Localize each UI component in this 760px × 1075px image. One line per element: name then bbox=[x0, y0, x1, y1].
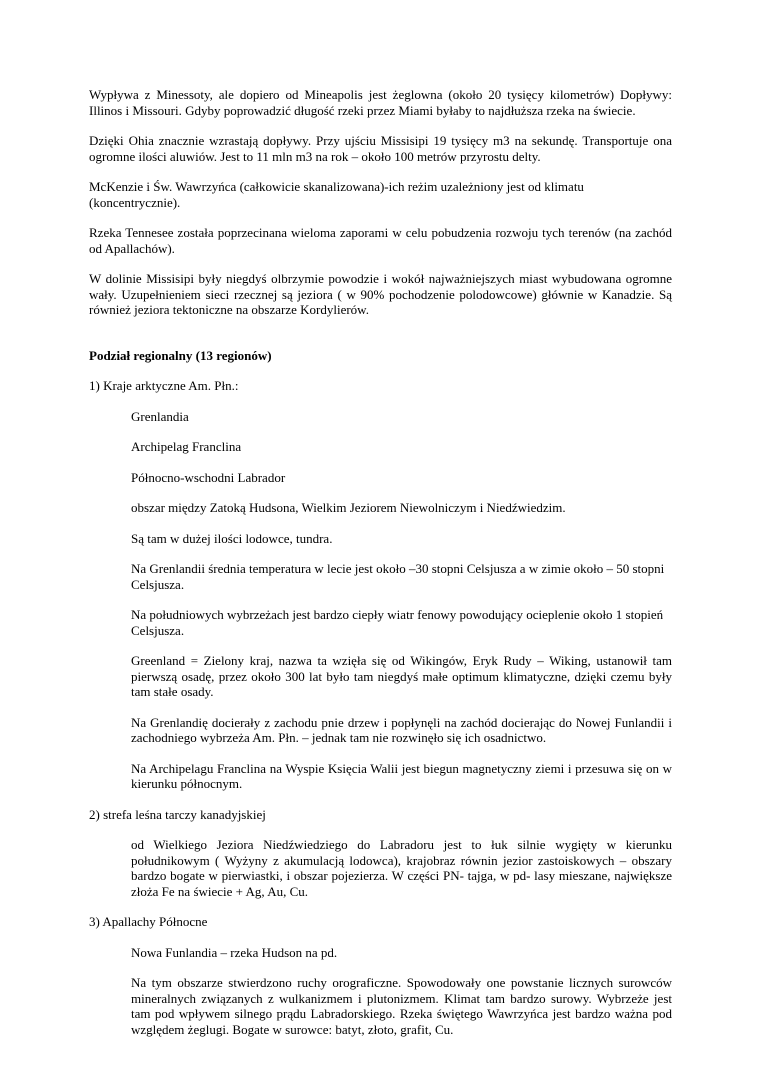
item-magnetic-pole: Na Archipelagu Franclina na Wyspie Księcia Walii jest biegun magnetyczny ziemi i przesuwa się on w kierunku północnym. bbox=[131, 760, 672, 791]
para-ohio-tributaries: Dzięki Ohia znacznie wzrastają dopływy. Przy ujściu Missisipi 19 tysięcy m3 na sekundę. Transportuje ona ogromne ilości aluwiów. Jest to 11 mln m3 na rok – około 100 metrów przyrostu delty. bbox=[89, 133, 672, 164]
item-glaciers-tundra: Są tam w dużej ilości lodowce, tundra. bbox=[131, 530, 333, 546]
item-grenlandia: Grenlandia bbox=[131, 408, 189, 424]
item-driftwood-settlement: Na Grenlandię docierały z zachodu pnie drzew i popłynęli na zachód docierając do Nowej Funlandii i zachodniego wybrzeża Am. Płn. – jednak tam nie rozwinęło się ich osadnictwo. bbox=[131, 714, 672, 745]
item-foehn-wind: Na południowych wybrzeżach jest bardzo ciepły wiatr fenowy powodujący ocieplenie około 1 stopień Celsjusza. bbox=[131, 607, 664, 638]
item-appalachians-resources: Na tym obszarze stwierdzono ruchy orograficzne. Spowodowały one powstanie licznych surowców mineralnych związanych z wulkanizmem i plutonizmem. Klimat tam bardzo surowy. Wybrzeże jest tam pod wpływem silnego prądu Labradorskiego. Rzeka świętego Wawrzyńca jest bardzo ważna pod względem żeglugi. Bogate w surowce: batyt, złoto, grafit, Cu. bbox=[131, 975, 672, 1037]
para-mckenzie-st-lawrence: McKenzie i Św. Wawrzyńca (całkowicie skanalizowana)-ich reżim uzależniony jest od klimatu (koncentrycznie). bbox=[89, 179, 584, 210]
region-2-title: 2) strefa leśna tarczy kanadyjskiej bbox=[89, 806, 266, 822]
region-3-title: 3) Apallachy Północne bbox=[89, 914, 208, 929]
item-archipelag-franclina: Archipelag Franclina bbox=[131, 439, 242, 454]
para-mississippi-floods: W dolinie Missisipi były niegdyś olbrzymie powodzie i wokół najważniejszych miast wybudowana ogromne wały. Uzupełnieniem sieci rzecznej są jeziora ( w 90% pochodzenie polodowcowe) głównie w Kanadzie. Są również jeziora tektoniczne na obszarze Kordylierów. bbox=[89, 271, 672, 317]
item-canadian-shield: od Wielkiego Jeziora Niedźwiedziego do Labradoru jest to łuk silnie wygięty w kierunku południkowym ( Wyżyny z akumulacją lodowca), krajobraz równin jezior zastoiskowych – obszary bardzo bogate w pierwiastki, i obszar pojezierza. W części PN- tajga, w pd- lasy mieszane, największe złoża Fe na świecie + Ag, Au, Cu. bbox=[131, 837, 672, 899]
item-greenland-temperature: Na Grenlandii średnia temperatura w lecie jest około –30 stopni Celsjusza a w zimie około – 50 stopni Celsjusza. bbox=[131, 561, 665, 592]
region-1-title: 1) Kraje arktyczne Am. Płn.: bbox=[89, 378, 239, 393]
item-greenland-name-origin: Greenland = Zielony kraj, nazwa ta wzięła się od Wikingów, Eryk Rudy – Wiking, ustanowił tam pierwszą osadę, przez około 300 lat było tam niegdyś małe optimum klimatyczne, dzięki czemu były tam stałe osady. bbox=[131, 653, 672, 699]
para-mississippi-source: Wypływa z Minessoty, ale dopiero od Mineapolis jest żeglowna (około 20 tysięcy kilometrów) Dopływy: Illinos i Missouri. Gdyby poprowadzić długość rzeki przez Miami byłaby to najdłuższa rzeka na świecie. bbox=[89, 87, 672, 118]
item-labrador: Północno-wschodni Labrador bbox=[131, 469, 286, 485]
para-tennessee-dams: Rzeka Tennesee została poprzecinana wieloma zaporami w celu pobudzenia rozwoju tych terenów (na zachód od Apallachów). bbox=[89, 225, 672, 256]
item-newfoundland-hudson: Nowa Funlandia – rzeka Hudson na pd. bbox=[131, 944, 338, 960]
document-content bbox=[89, 87, 672, 1052]
item-hudson-bay-area: obszar między Zatoką Hudsona, Wielkim Jeziorem Niewolniczym i Niedźwiedzim. bbox=[131, 500, 566, 515]
heading-regional-division: Podział regionalny (13 regionów) bbox=[89, 347, 272, 363]
